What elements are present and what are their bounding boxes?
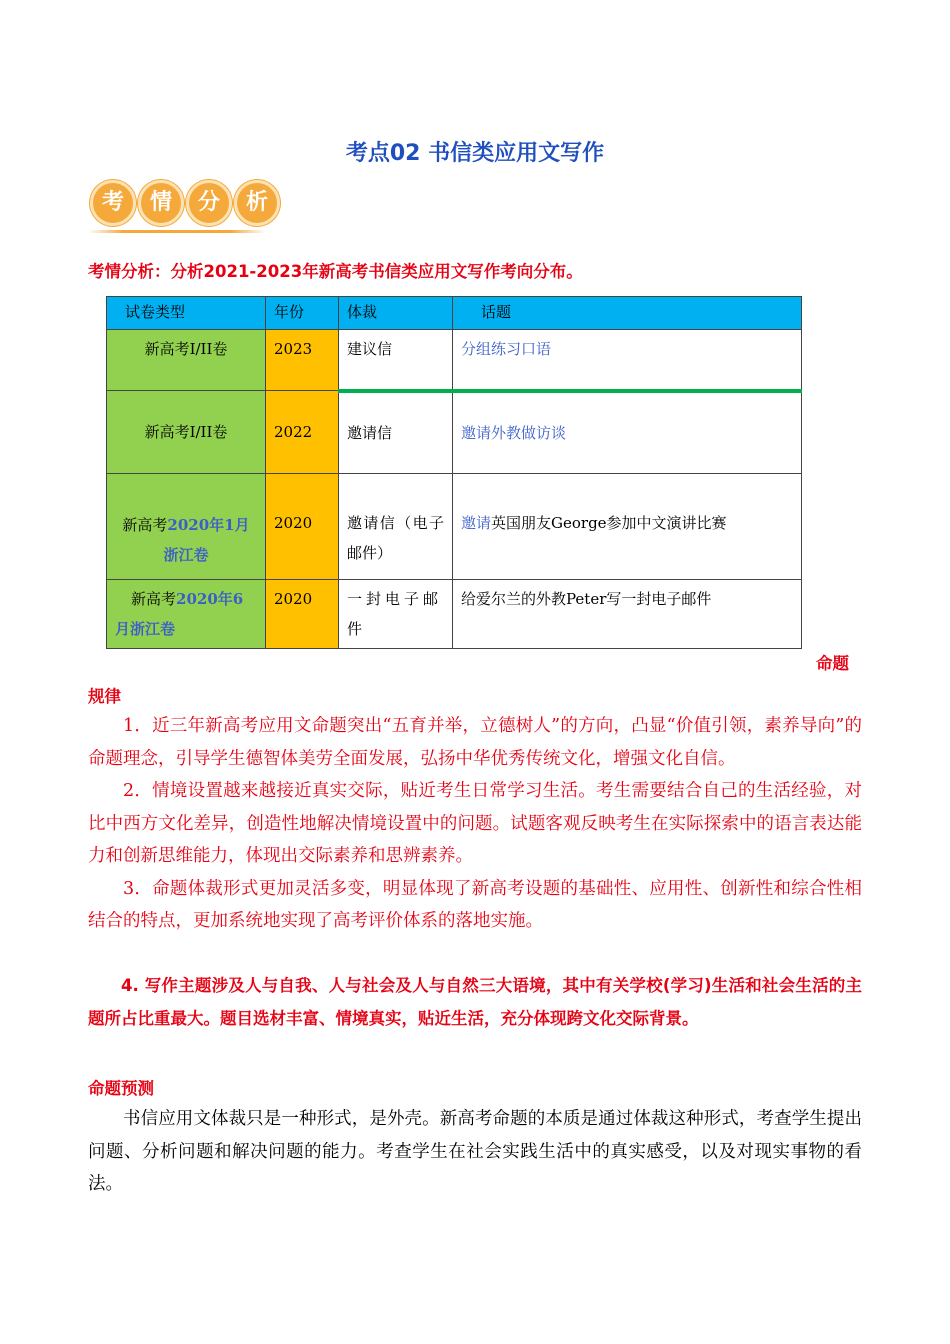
cell-topic-rest: 英国朋友George参加中文演讲比赛 (491, 514, 727, 532)
cell-topic (453, 474, 802, 580)
rules-heading: 命题 (816, 654, 849, 673)
cell-type-prefix: 新高考 (131, 590, 177, 608)
cell-year: 2020 (266, 474, 339, 580)
badge-char: 分 (186, 180, 232, 226)
cell-topic: 邀请外教做访谈 (453, 391, 802, 474)
cell-type-highlight: 2020年6月浙江卷 (115, 590, 244, 638)
cell-type (107, 580, 266, 649)
rules-heading-cont: 规律 (88, 687, 121, 706)
cell-genre: 邀请信 (339, 391, 453, 474)
cell-genre: 一封电子邮件 (339, 580, 453, 649)
rule-item: 1．近三年新高考应用文命题突出“五育并举，立德树人”的方向，凸显“价值引领，素养导向”的命题理念，引导学生德智体美劳全面发展，弘扬中华优秀传统文化，增强文化自信。 (88, 716, 862, 769)
cell-topic: 分组练习口语 (453, 330, 802, 391)
badge-underline (88, 230, 266, 233)
section-badge (88, 180, 266, 236)
rule-item: 3．命题体裁形式更加灵活多变，明显体现了新高考设题的基础性、应用性、创新性和综合性相结合的特点，更加系统地实现了高考评价体系的落地实施。 (88, 878, 862, 931)
rule-item: 2．情境设置越来越接近真实交际，贴近考生日常学习生活。考生需要结合自己的生活经验，对比中西方文化差异，创造性地解决情境设置中的问题。试题客观反映考生在实际探索中的语言表达能力和创新思维能力，体现出交际素养和思辨素养。 (88, 781, 862, 866)
cell-year: 2023 (266, 330, 339, 391)
cell-genre: 邀请信（电子邮件） (339, 474, 453, 580)
cell-topic-highlight: 邀请 (461, 514, 492, 532)
cell-year: 2022 (266, 391, 339, 474)
page-title: 考点02 书信类应用文写作 (345, 141, 605, 166)
cell-type: 新高考I/II卷 (107, 391, 266, 474)
cell-type: 新高考I/II卷 (107, 330, 266, 391)
cell-topic: 给爱尔兰的外教Peter写一封电子邮件 (453, 580, 802, 649)
table-header-row (107, 297, 802, 330)
badge-char: 考 (90, 180, 136, 226)
header-cell: 年份 (266, 297, 339, 330)
cell-genre: 建议信 (339, 330, 453, 391)
prediction-body (88, 1103, 862, 1201)
header-cell: 话题 (453, 297, 802, 330)
table-row (107, 391, 802, 474)
badge-char: 析 (234, 180, 280, 226)
badge-char: 情 (138, 180, 184, 226)
intro-line: 考情分析：分析2021-2023年新高考书信类应用文写作考向分布。 (88, 262, 583, 281)
table-row (107, 580, 802, 649)
header-cell: 试卷类型 (107, 297, 266, 330)
prediction-heading: 命题预测 (88, 1079, 154, 1098)
rules-list (88, 710, 862, 938)
rule-item: 4. 写作主题涉及人与自我、人与社会及人与自然三大语境，其中有关学校(学习)生活和社会生活的主题所占比重最大。题目选材丰富、情境真实，贴近生活，充分体现跨文化交际背景。 (88, 976, 862, 1028)
cell-type-highlight: 2020年1月浙江卷 (163, 516, 250, 564)
cell-type (107, 474, 266, 580)
cell-type-prefix: 新高考 (122, 516, 168, 534)
prediction-text: 书信应用文体裁只是一种形式，是外壳。新高考命题的本质是通过体裁这种形式，考查学生提出问题、分析问题和解决问题的能力。考查学生在社会实践生活中的真实感受，以及对现实事物的看法。 (88, 1109, 862, 1194)
table-row (107, 330, 802, 391)
cell-year: 2020 (266, 580, 339, 649)
distribution-table (106, 296, 802, 649)
header-cell: 体裁 (339, 297, 453, 330)
rule-highlight (88, 970, 862, 1035)
table-row (107, 474, 802, 580)
